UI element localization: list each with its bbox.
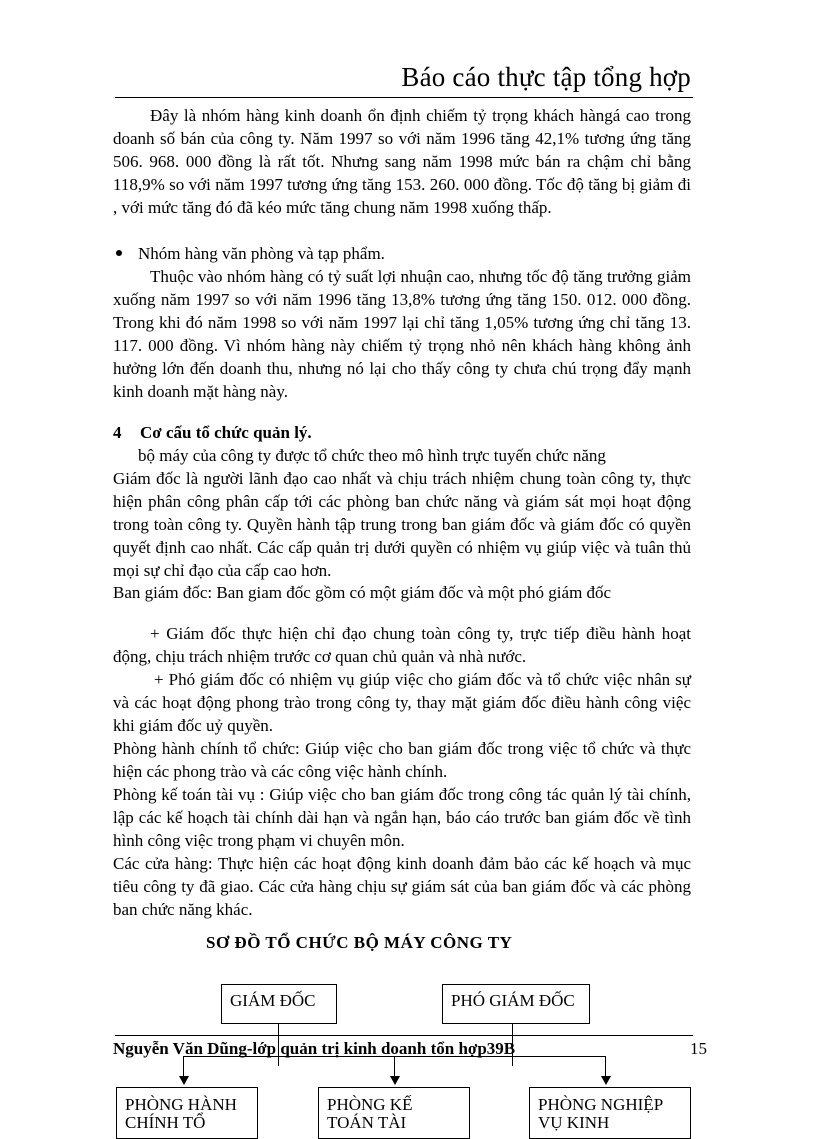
paragraph-accounting-dept: Phòng kế toán tài vụ : Giúp việc cho ban giám đốc trong công tác quản lý tài chính, lập các kế hoạch tài chính dài hạn và ngắn hạn, báo cáo trước ban giám đốc về tình hình công việc trong phạm vi chuyên môn. — [113, 785, 691, 850]
footer-author: Nguyễn Văn Dũng-lớp quản trị kinh doanh tổn hợp39B — [113, 1039, 516, 1058]
section-number: 4 — [113, 423, 122, 442]
section-title: Cơ cấu tổ chức quản lý. — [140, 423, 312, 442]
paragraph-admin-dept: Phòng hành chính tổ chức: Giúp việc cho ban giám đốc trong việc tổ chức và thực hiện các phong trào và các công việc hành chính. — [113, 739, 691, 781]
paragraph-director-duty: + Giám đốc thực hiện chỉ đạo chung toàn công ty, trực tiếp điều hành hoạt động, chịu trách nhiệm trước cơ quan chủ quản và nhà nước. — [113, 624, 691, 666]
paragraph-board: Ban giám đốc: Ban giam đốc gồm có một giám đốc và một phó giám đốc — [113, 583, 612, 602]
paragraph-director-role: Giám đốc là người lãnh đạo cao nhất và chịu trách nhiệm chung toàn công ty, thực hiện phân công phân cấp tới các phòng ban chức năng và giám sát mọi hoạt động trong toàn công ty. Quyền hành tập trung trong ban giám đốc và giám đốc có quyền quyết định cao nhất. Các cấp quản trị dưới quyền có nhiệm vụ giúp việc và tuân thủ mọi sự chỉ đạo của cấp cao hơn. — [113, 469, 691, 580]
org-box-label: PHÓ GIÁM ĐỐC — [451, 991, 575, 1010]
connector-dept2 — [394, 1056, 395, 1078]
org-box-dept-accounting — [318, 1087, 470, 1139]
connector-dept3 — [605, 1056, 606, 1078]
paragraph-intro: bộ máy của công ty được tổ chức theo mô hình trực tuyến chức năng — [138, 446, 606, 465]
org-box-label: PHÒNG KẾ TOÁN TÀI — [327, 1095, 413, 1132]
page-header-title: Báo cáo thực tập tổng hợp — [401, 62, 691, 92]
org-chart-title: SƠ ĐỒ TỔ CHỨC BỘ MÁY CÔNG TY — [206, 933, 513, 952]
org-box-label: PHÒNG HÀNH CHÍNH TỔ — [125, 1095, 237, 1132]
org-box-deputy — [442, 984, 590, 1024]
org-box-dept-business — [529, 1087, 691, 1139]
footer-rule — [115, 1035, 693, 1036]
org-box-label: GIÁM ĐỐC — [230, 991, 316, 1010]
paragraph-office-goods: Thuộc vào nhóm hàng có tỷ suất lợi nhuận cao, nhưng tốc độ tăng trưởng giảm xuống năm 1997 so với năm 1996 tăng 13,8% tương ứng tăng 150. 012. 000 đồng. Trong khi đó năm 1998 so với năm 1997 lại chỉ tăng 1,05% tương ứng chỉ tăng 13. 117. 000 đồng. Vì nhóm hàng này chiếm tỷ trọng nhỏ nên khách hàng không ảnh hưởng lớn đến doanh thu, nhưng nó lại cho thấy công ty chưa chú trọng đẩy mạnh kinh doanh mặt hàng này. — [113, 267, 691, 401]
paragraph-deputy-duty: + Phó giám đốc có nhiệm vụ giúp việc cho giám đốc và tổ chức việc nhân sự và các hoạt động phong trào trong công ty, thay mặt giám đốc điều hành công việc khi giám đốc uỷ quyền. — [113, 670, 691, 735]
arrow-down-icon — [390, 1076, 400, 1085]
org-box-director — [221, 984, 337, 1024]
bullet-dot-icon — [116, 250, 122, 256]
section-heading — [113, 421, 312, 444]
arrow-down-icon — [179, 1076, 189, 1085]
page-number: 15 — [690, 1039, 707, 1058]
header-rule — [115, 97, 693, 98]
paragraph-staple-goods: Đây là nhóm hàng kinh doanh ổn định chiếm tỷ trọng khách hàngá cao trong doanh số bán của công ty. Năm 1997 so với năm 1996 tăng 42,1% tương ứng tăng 506. 968. 000 đồng là rất tốt. Nhưng sang năm 1998 mức bán ra chậm chỉ bằng 118,9% so với năm 1997 tương ứng tăng 153. 260. 000 đồng. Tốc độ tăng bị giảm đi , với mức tăng đó đã kéo mức tăng chung năm 1998 xuống thấp. — [113, 106, 691, 217]
connector-dept1 — [183, 1056, 184, 1078]
arrow-down-icon — [601, 1076, 611, 1085]
org-box-dept-admin — [116, 1087, 258, 1139]
bullet-item — [116, 242, 385, 265]
bullet-text: Nhóm hàng văn phòng và tạp phẩm. — [138, 244, 385, 263]
org-box-label: PHÒNG NGHIỆP VỤ KINH — [538, 1095, 663, 1132]
paragraph-stores: Các cửa hàng: Thực hiện các hoạt động kinh doanh đảm bảo các kế hoạch và mục tiêu công ty đã giao. Các cửa hàng chịu sự giám sát của ban giám đốc và các phòng ban chức năng khác. — [113, 854, 691, 919]
